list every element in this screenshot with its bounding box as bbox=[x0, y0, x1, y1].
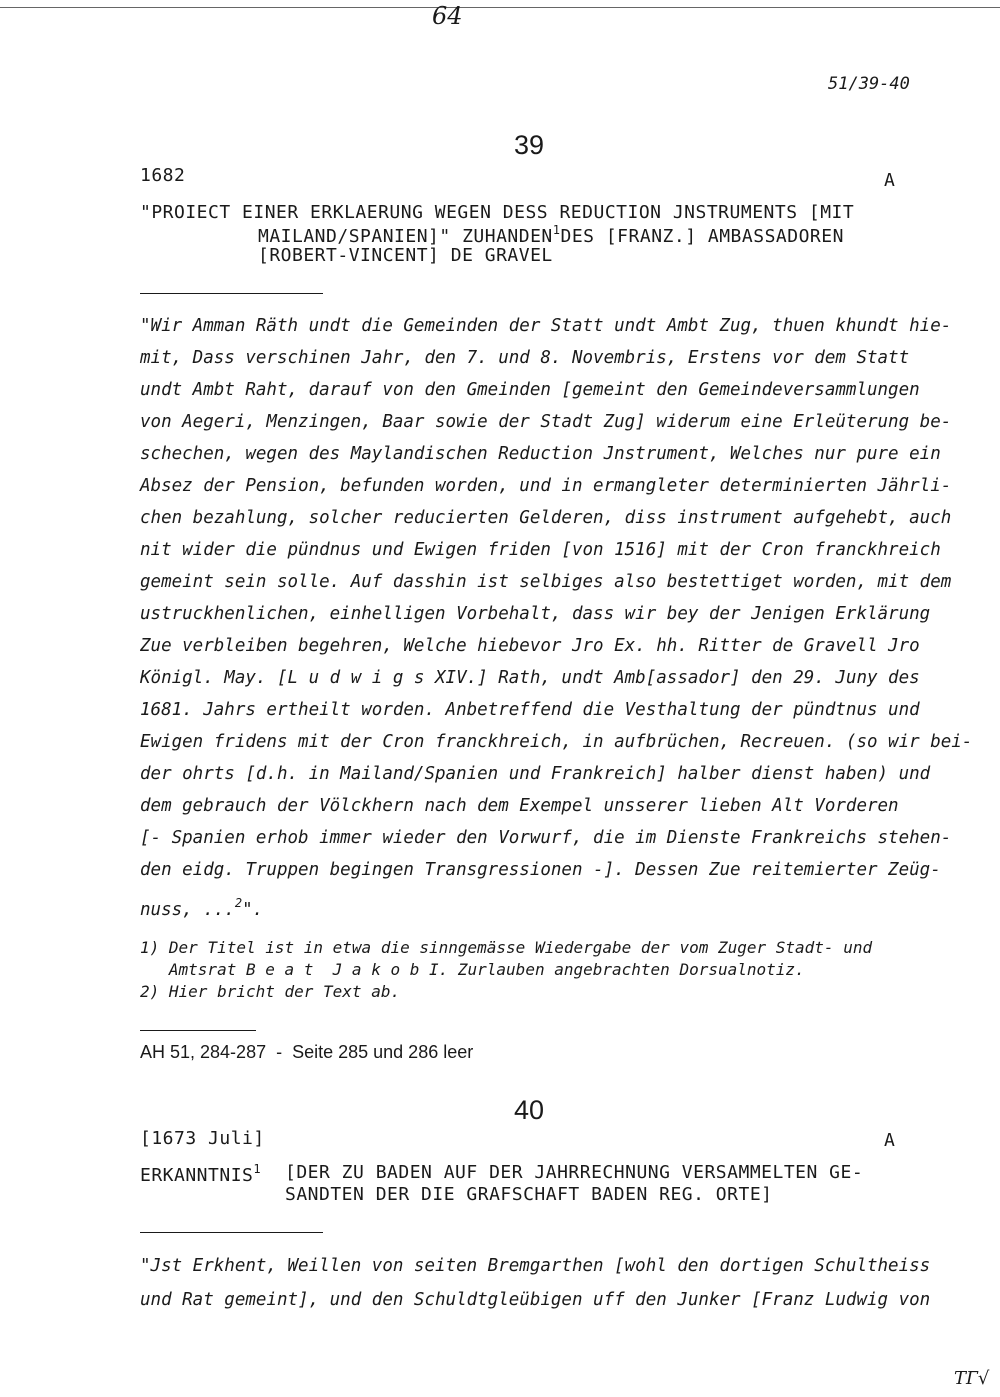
entry-40-separator bbox=[140, 1232, 323, 1233]
entry-40-title-line-1: [DER ZU BADEN AUF DER JAHRRECHNUNG VERSAMMELTEN GE- bbox=[285, 1162, 864, 1183]
handwritten-corner-mark: ТГ√ bbox=[954, 1368, 990, 1389]
body-line: den eidg. Truppen begingen Transgressionen -]. Dessen Zue reitemierter Zeüg- bbox=[140, 860, 941, 880]
body-line: 1681. Jahrs ertheilt worden. Anbetreffend die Vesthaltung der pündtnus und bbox=[140, 700, 920, 720]
entry-39-marker: A bbox=[884, 170, 896, 191]
body-line: ustruckhenlichen, einhelligen Vorbehalt, dass wir bey der Jenigen Erklärung bbox=[140, 604, 931, 624]
entry-39-number: 39 bbox=[514, 130, 545, 160]
body-line: von Aegeri, Menzingen, Baar sowie der Stadt Zug] widerum eine Erleüterung be- bbox=[140, 412, 952, 432]
body-line: nit wider die pündnus und Ewigen friden [von 1516] mit der Cron franckhreich bbox=[140, 540, 941, 560]
entry-40-title-word bbox=[140, 1162, 261, 1186]
body-line: mit, Dass verschinen Jahr, den 7. und 8. Novembris, Erstens vor dem Statt bbox=[140, 348, 910, 368]
body-line: Absez der Pension, befunden worden, und in ermangleter determinierten Jährli- bbox=[140, 476, 952, 496]
entry-39-title-line-1: "PROIECT EINER ERKLAERUNG WEGEN DESS REDUCTION JNSTRUMENTS [MIT bbox=[140, 202, 855, 223]
footnote: 2) Hier bricht der Text ab. bbox=[140, 982, 401, 1001]
body-line: Zue verbleiben begehren, Welche hiebevor Jro Ex. hh. Ritter de Gravell Jro bbox=[140, 636, 920, 656]
entry-40-number: 40 bbox=[514, 1095, 545, 1125]
body-line: gemeint sein solle. Auf dasshin ist selbiges also bestettiget worden, mit dem bbox=[140, 572, 952, 592]
entry-39-source-note: AH 51, 284-287 - Seite 285 und 286 leer bbox=[140, 1042, 474, 1062]
entry-40-title-line-2: SANDTEN DER DIE GRAFSCHAFT BADEN REG. ORTE] bbox=[285, 1184, 773, 1205]
entry-40-marker: A bbox=[884, 1130, 896, 1151]
body-line: "Wir Amman Räth undt die Gemeinden der Statt undt Ambt Zug, thuen khundt hie- bbox=[140, 316, 952, 336]
handwritten-page-mark: 64 bbox=[432, 2, 463, 30]
body-last-text: nuss, ... bbox=[140, 900, 235, 920]
footnote-ref-2: 2 bbox=[234, 896, 243, 910]
body-line: Königl. May. [L u d w i g s XIV.] Rath, undt Amb[assador] den 29. Juny des bbox=[140, 668, 920, 688]
body-line: "Jst Erkhent, Weillen von seiten Bremgarthen [wohl den dortigen Schultheiss bbox=[140, 1256, 931, 1276]
body-line: [- Spanien erhob immer wieder den Vorwurf, die im Dienste Frankreichs stehen- bbox=[140, 828, 952, 848]
body-line: Ewigen fridens mit der Cron franckhreich, in aufbrüchen, Recreuen. (so wir bei- bbox=[140, 732, 973, 752]
entry-39-source-separator bbox=[140, 1030, 256, 1031]
footnote-ref-1: 1 bbox=[552, 223, 561, 237]
body-last-end: ". bbox=[242, 900, 264, 920]
entry-39-title-line-2 bbox=[258, 223, 844, 247]
entry-39-title-line-3: [ROBERT-VINCENT] DE GRAVEL bbox=[258, 245, 553, 266]
body-line: dem gebrauch der Völckhern nach dem Exempel unsserer lieben Alt Vorderen bbox=[140, 796, 899, 816]
footnote-ref-1b: 1 bbox=[253, 1162, 262, 1176]
archive-reference: 51/39-40 bbox=[828, 74, 910, 94]
top-scan-edge bbox=[0, 7, 1000, 8]
entry-39-year: 1682 bbox=[140, 165, 186, 186]
body-line: chen bezahlung, solcher reducierten Gelderen, diss instrument aufgehebt, auch bbox=[140, 508, 952, 528]
body-line: der ohrts [d.h. in Mailand/Spanien und Frankreich] halber dienst haben) und bbox=[140, 764, 931, 784]
body-line-last bbox=[140, 896, 263, 920]
footnote: 1) Der Titel ist in etwa die sinngemässe Wiedergabe der vom Zuger Stadt- und bbox=[140, 938, 873, 957]
title-text-b: DES [FRANZ.] AMBASSADOREN bbox=[560, 226, 844, 247]
body-line: und Rat gemeint], und den Schuldtgleübigen uff den Junker [Franz Ludwig von bbox=[140, 1290, 931, 1310]
title-text-a: MAILAND/SPANIEN]" ZUHANDEN bbox=[258, 226, 553, 247]
footnote: Amtsrat B e a t J a k o b I. Zurlauben angebrachten Dorsualnotiz. bbox=[140, 960, 805, 979]
title-word-text: ERKANNTNIS bbox=[140, 1165, 254, 1186]
entry-39-separator bbox=[140, 293, 323, 294]
body-line: undt Ambt Raht, darauf von den Gmeinden [gemeint den Gemeindeversammlungen bbox=[140, 380, 920, 400]
entry-40-date: [1673 Juli] bbox=[140, 1128, 265, 1149]
body-line: schechen, wegen des Maylandischen Reduction Jnstrument, Welches nur pure ein bbox=[140, 444, 941, 464]
